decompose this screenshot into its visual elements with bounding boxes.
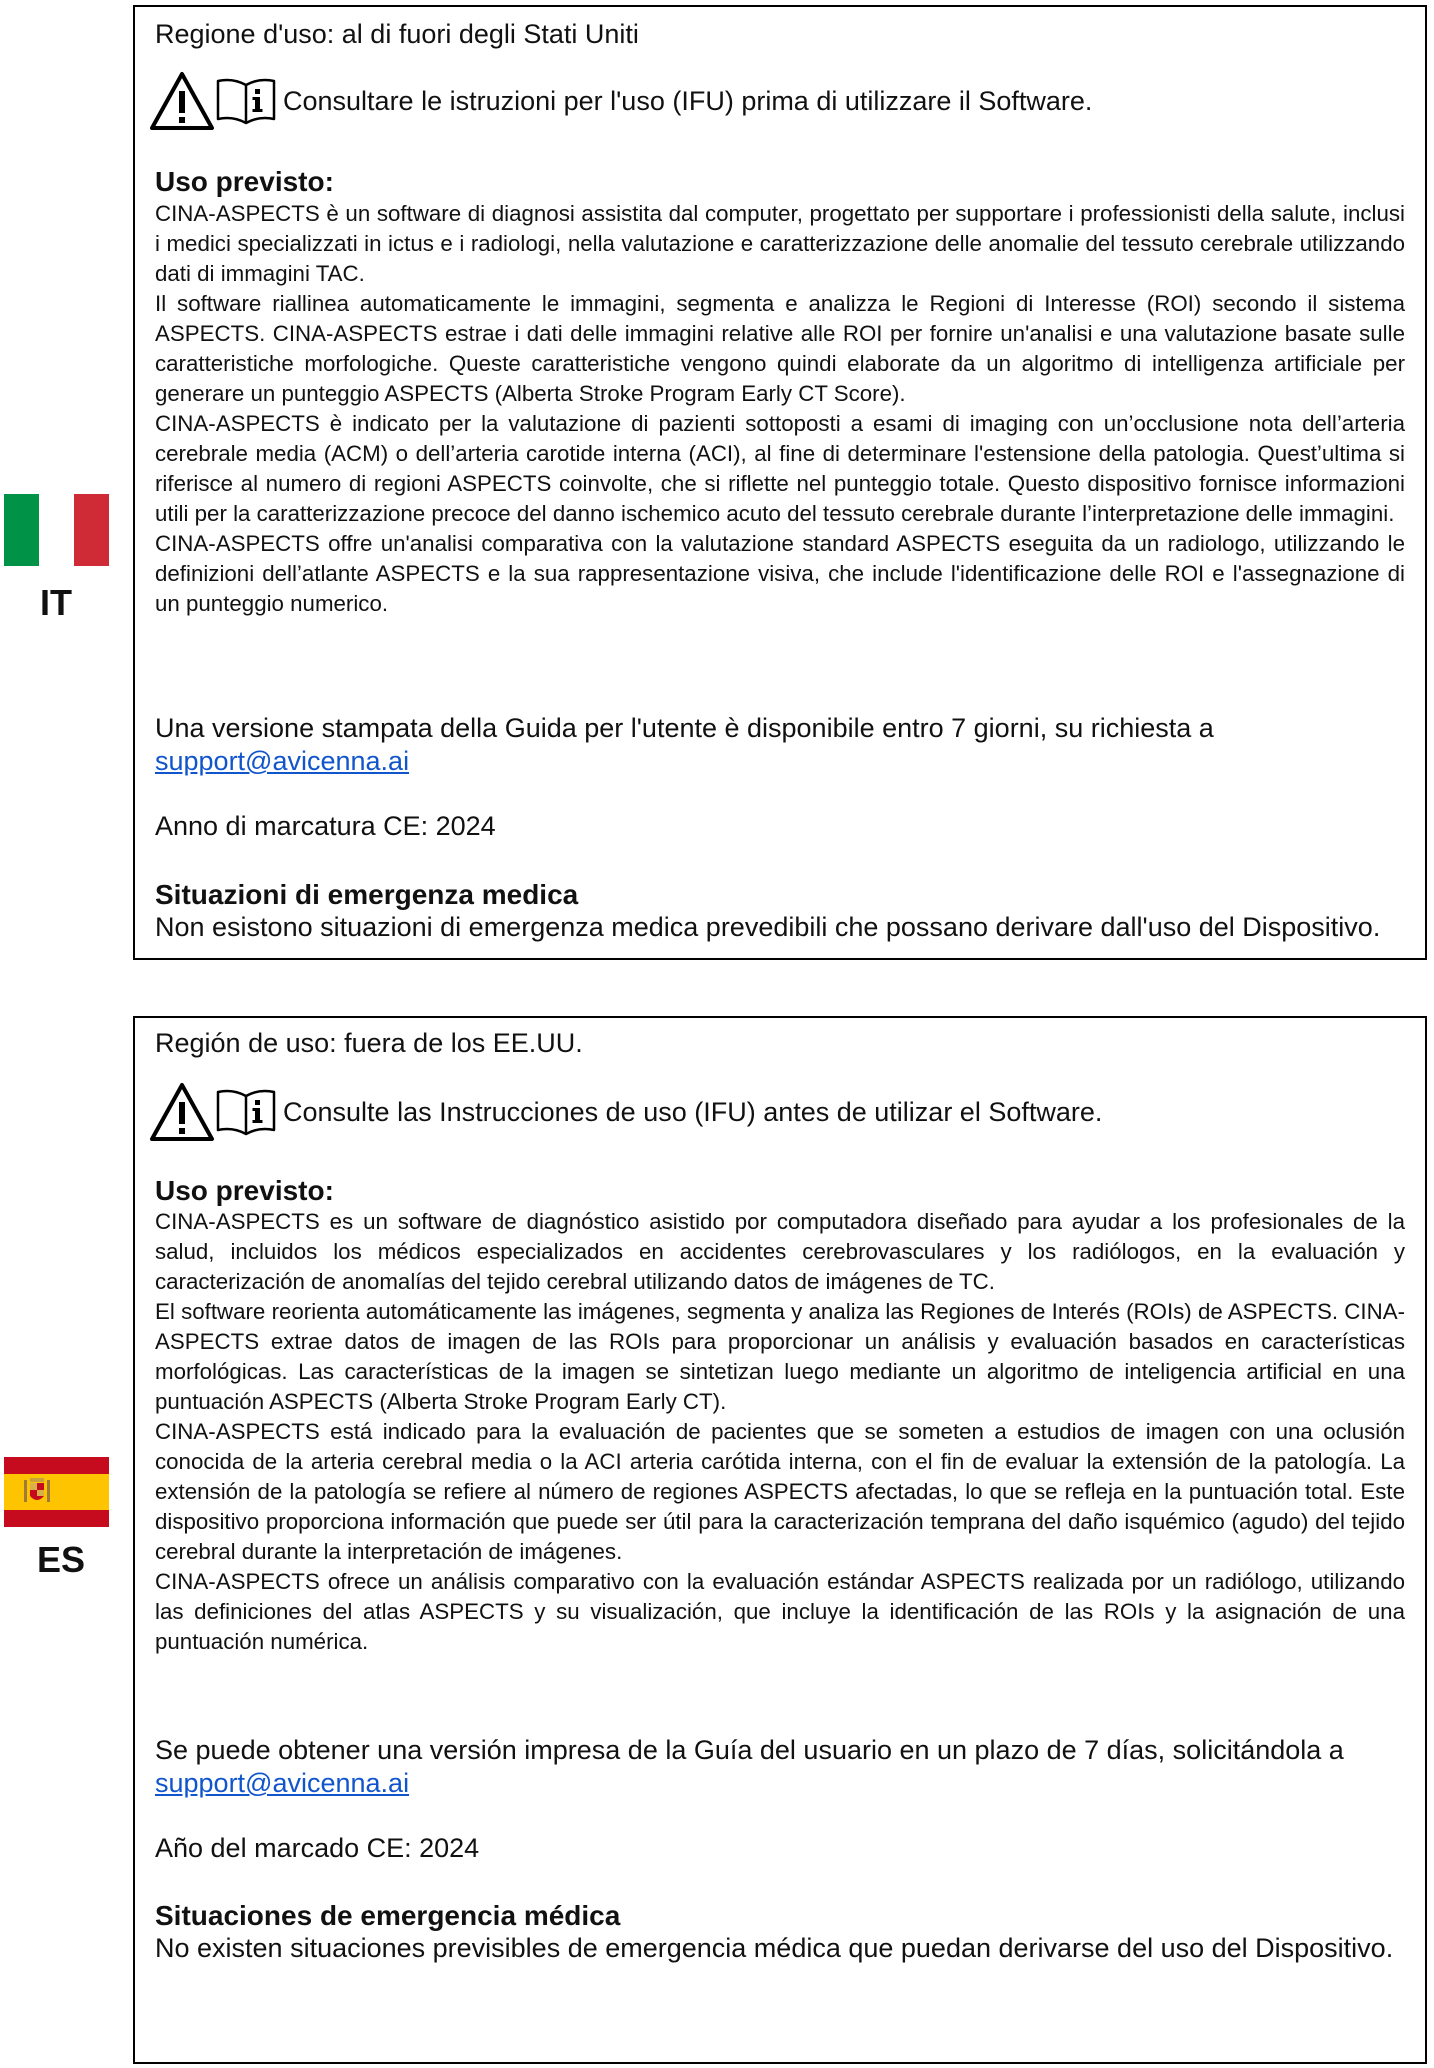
coat-of-arms-icon (22, 1474, 52, 1510)
language-code-es: ES (37, 1539, 86, 1580)
printed-guide-note (155, 1734, 1405, 1800)
emergency-heading: Situazioni di emergenza medica (155, 879, 579, 910)
instructions-book-icon (215, 77, 277, 125)
intended-use-text (155, 199, 1405, 619)
italy-flag (4, 494, 109, 566)
intended-use-text (155, 1207, 1405, 1657)
region-of-use: Región de uso: fuera de los EE.UU. (155, 1028, 583, 1058)
emergency-text: Non esistono situazioni di emergenza medica prevedibili che possano derivare dall'uso del Dispositivo. (155, 912, 1381, 942)
intended-use-heading: Uso previsto: (155, 166, 334, 197)
warning-triangle-icon (149, 1082, 215, 1142)
spain-flag (4, 1457, 109, 1527)
emergency-text: No existen situaciones previsibles de emergencia médica que puedan derivarse del uso del Dispositivo. (155, 1933, 1394, 1963)
intended-use-paragraph: CINA-ASPECTS ofrece un análisis comparativo con la evaluación estándar ASPECTS realizada por un radiólogo, utilizando las definiciones del atlas ASPECTS y su visualización, que incluye la identificación de las ROIs y la asignación de una puntuación numérica. (155, 1569, 1405, 1654)
support-email-link[interactable]: support@avicenna.ai (155, 1768, 410, 1798)
printed-guide-text: Se puede obtener una versión impresa de la Guía del usuario en un plazo de 7 días, solicitándola a (155, 1735, 1344, 1765)
intended-use-paragraph: CINA-ASPECTS è indicato per la valutazione di pazienti sottoposti a esami di imaging con un’occlusione nota dell’arteria cerebrale media (ACM) o dell’arteria carotide interna (ACI), al fine di determinare l'estensione della patologia. Quest’ultima si riferisce al numero di regioni ASPECTS coinvolte, che si riflette nel punteggio totale. Questo dispositivo fornisce informazioni utili per la caratterizzazione precoce del danno ischemico acuto del tessuto cerebrale durante l’interpretazione delle immagini. (155, 411, 1405, 526)
support-email-link[interactable]: support@avicenna.ai (155, 746, 410, 776)
printed-guide-text: Una versione stampata della Guida per l'utente è disponibile entro 7 giorni, su richiesta a (155, 713, 1214, 743)
instructions-book-icon (215, 1088, 277, 1136)
ifu-notice (155, 71, 1405, 131)
ifu-panel-it (133, 5, 1427, 960)
ifu-notice (155, 1082, 1405, 1142)
region-of-use: Regione d'uso: al di fuori degli Stati Uniti (155, 19, 639, 49)
language-code-it: IT (40, 582, 72, 623)
ifu-text: Consulte las Instrucciones de uso (IFU) antes de utilizar el Software. (283, 1097, 1103, 1127)
ce-marking-year: Anno di marcatura CE: 2024 (155, 811, 496, 841)
intended-use-paragraph: CINA-ASPECTS offre un'analisi comparativa con la valutazione standard ASPECTS eseguita da un radiologo, utilizzando le definizioni dell’atlante ASPECTS e la sua rappresentazione visiva, che include l'identificazione delle ROI e l'assegnazione di un punteggio numerico. (155, 531, 1405, 616)
intended-use-paragraph: CINA-ASPECTS è un software di diagnosi assistita dal computer, progettato per supportare i professionisti della salute, inclusi i medici specializzati in ictus e i radiologi, nella valutazione e caratterizzazione delle anomalie del tessuto cerebrale utilizzando dati di immagini TAC. (155, 201, 1405, 286)
intended-use-paragraph: CINA-ASPECTS está indicado para la evaluación de pacientes que se someten a estudios de imagen con una oclusión conocida de la arteria cerebral media o la ACI arteria carótida interna, con el fin de evaluar la extensión de la patología. La extensión de la patología se refiere al número de regiones ASPECTS afectadas, lo que se refleja en la puntuación total. Este dispositivo proporciona información que puede ser útil para la caracterización temprana del daño isquémico (agudo) del tejido cerebral durante la interpretación de imágenes. (155, 1419, 1405, 1564)
warning-triangle-icon (149, 71, 215, 131)
ifu-text: Consultare le istruzioni per l'uso (IFU) prima di utilizzare il Software. (283, 86, 1093, 116)
emergency-heading: Situaciones de emergencia médica (155, 1900, 621, 1931)
intended-use-paragraph: Il software riallinea automaticamente le immagini, segmenta e analizza le Regioni di Interesse (ROI) secondo il sistema ASPECTS. CINA-ASPECTS estrae i dati delle immagini relative alle ROI per fornire un'analisi e una valutazione basate sulle caratteristiche morfologiche. Queste caratteristiche vengono quindi elaborate da un algoritmo di intelligenza artificiale per generare un punteggio ASPECTS (Alberta Stroke Program Early CT Score). (155, 291, 1405, 406)
ifu-panel-es (133, 1016, 1427, 2064)
intended-use-heading: Uso previsto: (155, 1175, 334, 1206)
ce-marking-year: Año del marcado CE: 2024 (155, 1833, 480, 1863)
intended-use-paragraph: CINA-ASPECTS es un software de diagnóstico asistido por computadora diseñado para ayudar a los profesionales de la salud, incluidos los médicos especializados en accidentes cerebrovasculares y los radiólogos, en la evaluación y caracterización de anomalías del tejido cerebral utilizando datos de imágenes de TC. (155, 1209, 1405, 1294)
intended-use-paragraph: El software reorienta automáticamente las imágenes, segmenta y analiza las Regiones de Interés (ROIs) de ASPECTS. CINA-ASPECTS extrae datos de imagen de las ROIs para proporcionar un análisis y evaluación basados en características morfológicas. Las características de la imagen se sintetizan luego mediante un algoritmo de inteligencia artificial en una puntuación ASPECTS (Alberta Stroke Program Early CT). (155, 1299, 1405, 1414)
printed-guide-note (155, 712, 1405, 778)
